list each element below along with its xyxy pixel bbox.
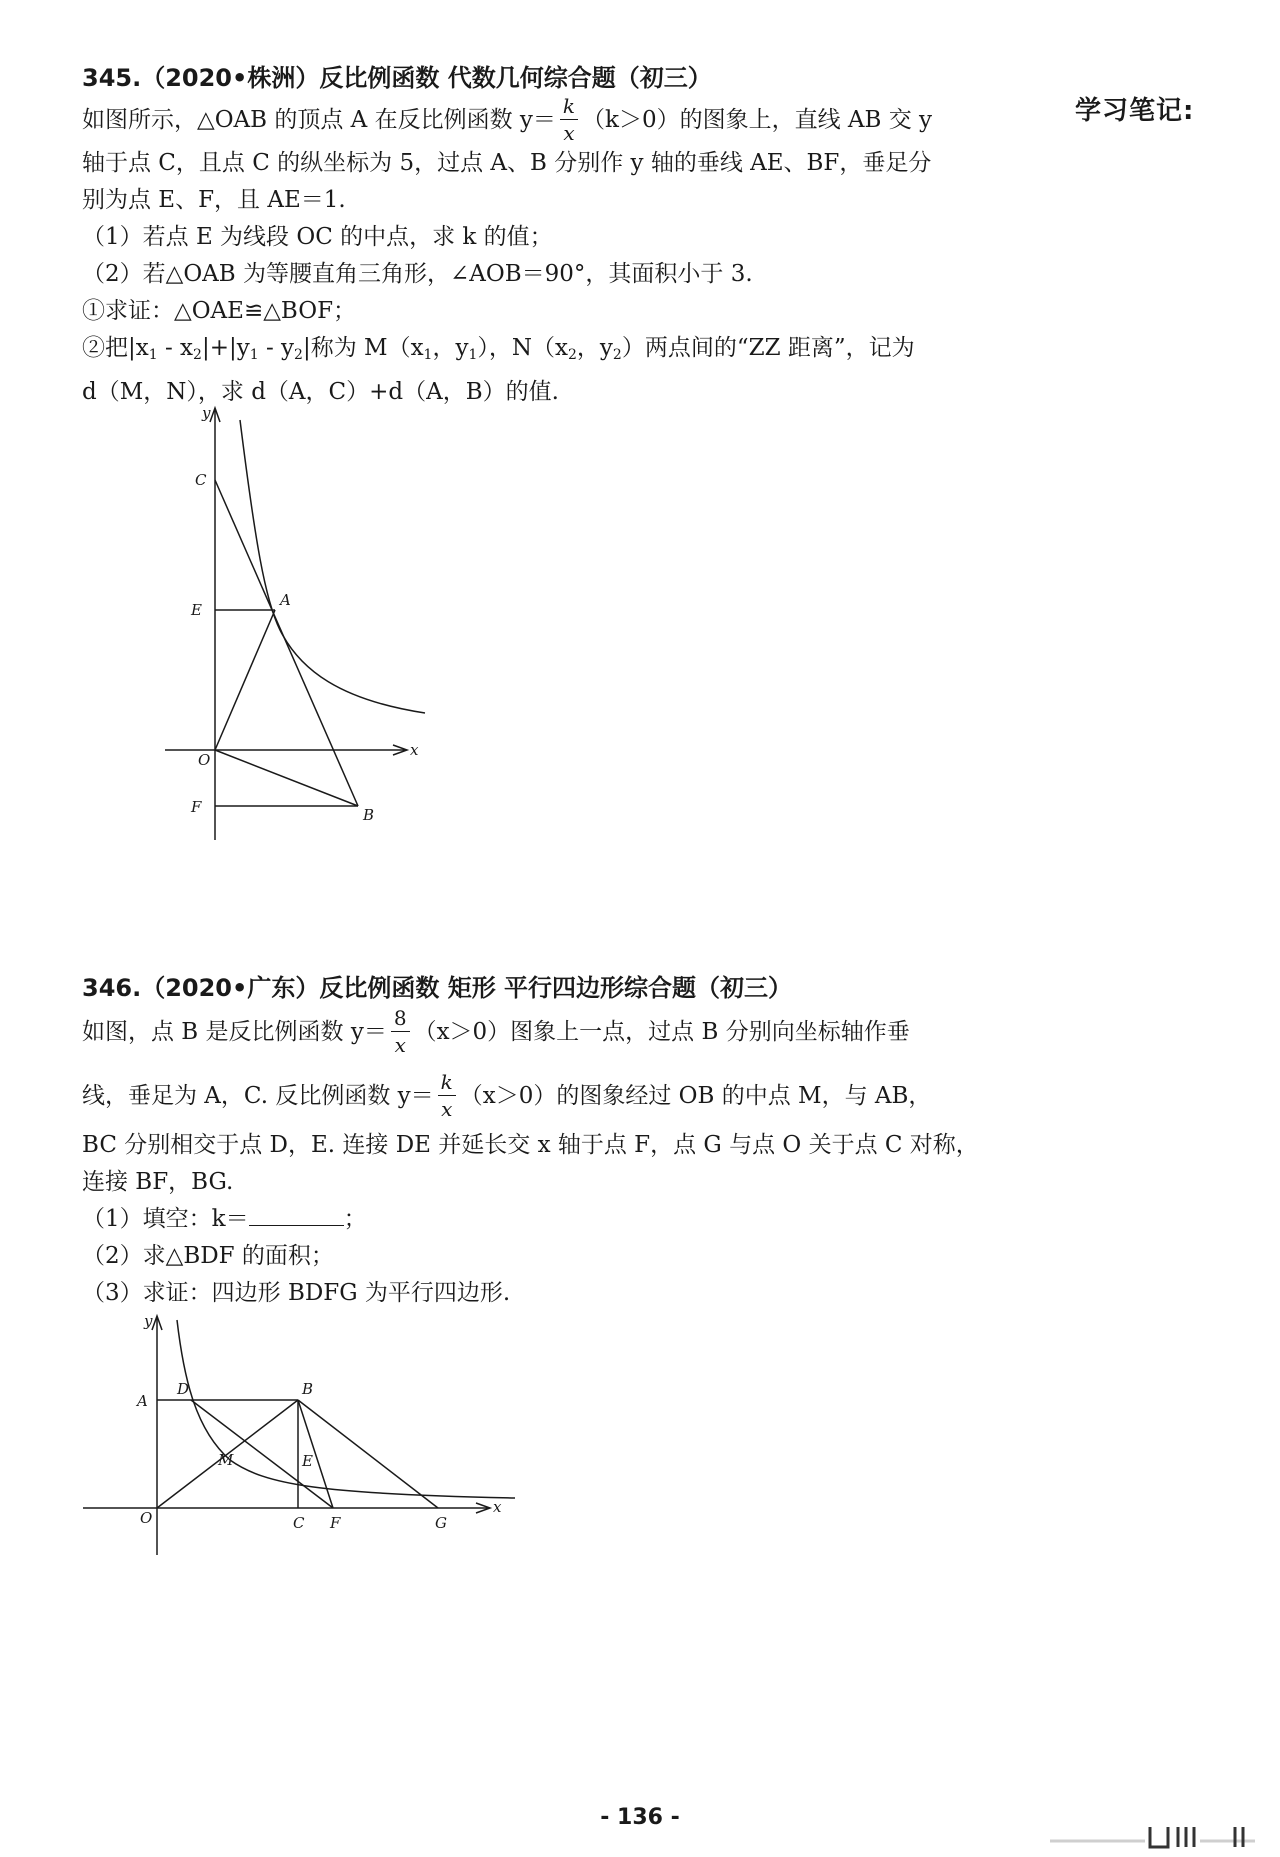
label-F: F [191, 798, 202, 816]
fraction-denominator: x [441, 1096, 453, 1121]
figure-345 [150, 400, 450, 840]
problem-345-question-2c: d（M，N），求 d（A，C）+d（A，B）的值. [82, 379, 559, 405]
subscript: 2 [294, 347, 303, 363]
problem-346 [82, 968, 1022, 1312]
label-y: y [144, 1312, 153, 1330]
fraction-8-over-x [391, 1005, 410, 1057]
problem-345-line-1 [82, 89, 1022, 151]
label-E: E [302, 1452, 313, 1470]
line-CB [215, 480, 358, 806]
label-A: A [137, 1392, 148, 1410]
subscript: 2 [193, 347, 202, 363]
problem-346-question-1 [82, 1201, 1022, 1238]
problem-346-question-2: （2）求△BDF 的面积； [82, 1243, 334, 1269]
label-B: B [363, 806, 375, 824]
problem-345-question-2a: ①求证：△OAE≌△BOF； [82, 298, 357, 324]
label-C: C [195, 471, 207, 489]
problem-345-question-2b [82, 330, 1022, 374]
fraction-numerator: k [560, 96, 578, 120]
problem-346-line-2 [82, 1065, 1022, 1127]
fraction-numerator: k [438, 1072, 456, 1096]
txt: ，y [432, 335, 469, 361]
line-text: （k＞0）的图象上，直线 AB 交 y [582, 107, 933, 133]
line-text: 如图所示，△OAB 的顶点 A 在反比例函数 y＝ [82, 107, 556, 133]
problem-345-question-2: （2）若△OAB 为等腰直角三角形，∠AOB＝90°，其面积小于 3. [82, 261, 753, 287]
label-O: O [198, 751, 211, 769]
label-D: D [177, 1380, 190, 1398]
txt: ②把|x [82, 335, 149, 361]
subscript: 1 [148, 347, 158, 363]
label-E: E [191, 601, 202, 619]
page-number: - 136 - [600, 1805, 680, 1830]
txt: ），N（x [477, 335, 568, 361]
line-text: （x＞0）的图象经过 OB 的中点 M，与 AB， [459, 1083, 932, 1109]
txt: ； [343, 1206, 367, 1232]
subscript: 1 [249, 347, 259, 363]
label-G: G [435, 1514, 447, 1532]
fraction-denominator: x [563, 120, 575, 145]
hyperbola-curve [177, 1320, 515, 1498]
label-x: x [493, 1498, 502, 1516]
subscript: 2 [568, 347, 577, 363]
scan-corner-marks [1050, 1823, 1260, 1853]
line-text: 如图，点 B 是反比例函数 y＝ [82, 1019, 387, 1045]
fraction-denominator: x [394, 1032, 406, 1057]
fraction-k-over-x [560, 93, 578, 145]
subscript: 1 [468, 347, 478, 363]
segment-OA [215, 610, 275, 750]
label-M: M [218, 1451, 234, 1469]
txt: |+|y [201, 335, 250, 361]
answer-blank [249, 1203, 344, 1226]
subscript: 2 [612, 347, 622, 363]
problem-345-question-1: （1）若点 E 为线段 OC 的中点，求 k 的值； [82, 224, 553, 250]
txt: - x [157, 335, 194, 361]
fraction-numerator: 8 [391, 1008, 410, 1032]
study-notes-label: 学习笔记: [1075, 96, 1195, 126]
problem-345-line-3: 别为点 E、F，且 AE＝1. [82, 187, 346, 213]
subscript: 1 [423, 347, 433, 363]
txt: （1）填空：k＝ [82, 1206, 249, 1232]
txt: |称为 M（x [302, 335, 424, 361]
txt: ）两点间的“ZZ 距离”，记为 [621, 335, 915, 361]
label-O: O [140, 1509, 153, 1527]
line-text: （x＞0）图象上一点，过点 B 分别向坐标轴作垂 [413, 1019, 910, 1045]
problem-346-line-1 [82, 1001, 1022, 1063]
problem-346-question-3: （3）求证：四边形 BDFG 为平行四边形. [82, 1280, 511, 1306]
txt: ，y [576, 335, 613, 361]
problem-345-title: 345.（2020•株洲）反比例函数 代数几何综合题（初三） [82, 64, 712, 92]
label-F: F [330, 1514, 341, 1532]
figure-346 [80, 1310, 520, 1560]
label-y: y [202, 404, 211, 422]
label-x: x [410, 741, 419, 759]
txt: - y [258, 335, 295, 361]
label-A: A [280, 591, 291, 609]
problem-345 [82, 58, 1022, 411]
fraction-k-over-x [438, 1069, 456, 1121]
hyperbola-curve [240, 420, 425, 713]
problem-346-line-3: BC 分别相交于点 D，E. 连接 DE 并延长交 x 轴于点 F，点 G 与点 O 关于点 C 对称， [82, 1132, 979, 1158]
label-B: B [302, 1380, 314, 1398]
line-text: 线，垂足为 A，C. 反比例函数 y＝ [82, 1083, 434, 1109]
label-C: C [293, 1514, 305, 1532]
problem-346-title: 346.（2020•广东）反比例函数 矩形 平行四边形综合题（初三） [82, 974, 793, 1002]
problem-345-line-2: 轴于点 C，且点 C 的纵坐标为 5，过点 A、B 分别作 y 轴的垂线 AE、BF，垂足分 [82, 150, 932, 176]
problem-346-line-4: 连接 BF，BG. [82, 1169, 234, 1195]
